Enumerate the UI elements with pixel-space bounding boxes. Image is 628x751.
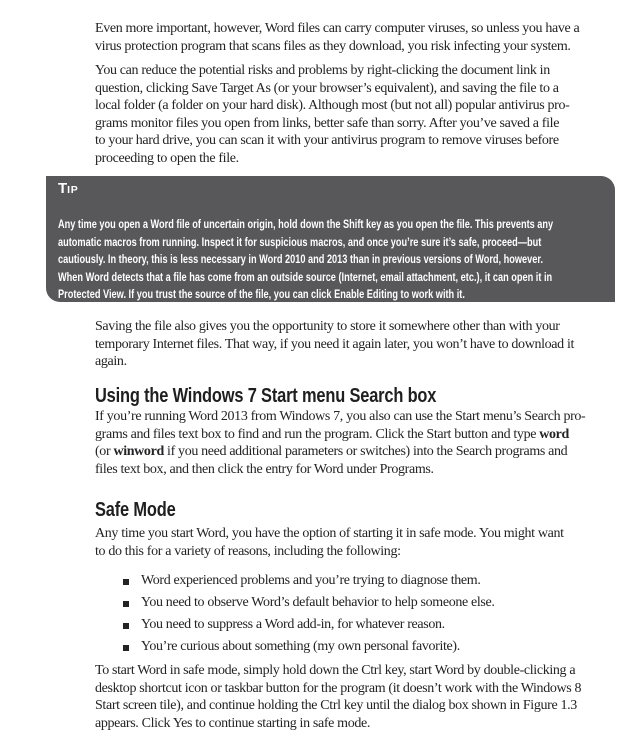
text-line: You can reduce the potential risks and problems by right-clicking the document link in	[95, 63, 550, 78]
text-line: Start screen tile), and continue holding the Ctrl key until the dialog box shown in Figure 1.3	[95, 698, 577, 713]
text-line: cautiously. In theory, this is less necessary in Word 2010 and 2013 than in previous versions of Word, however.	[58, 254, 544, 266]
text-line: temporary Internet files. That way, if you need it again later, you won’t have to download it	[95, 336, 575, 352]
text-line: Saving the file also gives you the opportunity to store it somewhere other than with your	[95, 319, 560, 334]
list-item	[123, 572, 495, 594]
paragraph-safe-mode-intro	[95, 525, 564, 560]
tip-label-initial: T	[58, 180, 68, 197]
list-item	[123, 594, 495, 616]
text-line: local folder (a folder on your hard disk). Although most (but not all) popular antivirus pro-	[95, 98, 570, 113]
list-item	[123, 638, 495, 660]
bold-term-word: word	[539, 426, 569, 442]
bold-term-winword: winword	[113, 444, 164, 459]
tip-label-rest: IP	[67, 184, 79, 196]
bullet-square-icon	[123, 579, 129, 585]
paragraph-windows7-search	[95, 408, 585, 478]
text-line: Even more important, however, Word files can carry computer viruses, so unless you have a	[95, 21, 580, 36]
text-line: automatic macros from running. Inspect it for suspicious macros, and once you’re sure it’s safe, proceed—but	[58, 236, 542, 249]
text-segment: if you need additional parameters or switches) into the Search programs and	[163, 444, 568, 459]
tip-body	[58, 217, 628, 305]
text-line	[95, 443, 585, 461]
text-line: proceeding to open the file.	[95, 150, 239, 166]
paragraph-saving-file	[95, 318, 574, 371]
text-line: again.	[95, 354, 127, 369]
paragraph-start-safe-mode	[95, 662, 581, 732]
text-line	[95, 426, 585, 444]
list-item-text: You need to observe Word’s default behavior to help someone else.	[141, 595, 495, 610]
text-line: desktop shortcut icon or taskbar button for the program (it doesn’t work with the Windows 8	[95, 680, 582, 696]
list-item	[123, 616, 495, 638]
bullet-square-icon	[123, 645, 129, 651]
paragraph-intro-1	[95, 20, 579, 55]
text-line: to your hard drive, you can scan it with your antivirus program to remove viruses before	[95, 133, 559, 148]
text-line: grams monitor files you open from links, better safe than sorry. After you’ve saved a file	[95, 115, 560, 131]
bullet-square-icon	[123, 623, 129, 629]
text-line: appears. Click Yes to continue starting in safe mode.	[95, 715, 371, 731]
text-line: question, clicking Save Target As (or your browser’s equivalent), and saving the file to a	[95, 80, 559, 96]
bullet-list	[123, 572, 495, 660]
text-line: virus protection program that scans files as they download, you risk infecting your system.	[95, 38, 571, 54]
section-heading-safe-mode: Safe Mode	[95, 499, 176, 521]
text-line: files text box, and then click the entry for Word under Programs.	[95, 461, 434, 477]
list-item-text: Word experienced problems and you’re trying to diagnose them.	[141, 573, 481, 588]
paragraph-intro-2	[95, 62, 569, 167]
text-line: When Word detects that a file has come from an outside source (Internet, email attachment, etc.), it can open it in	[58, 271, 553, 284]
text-segment: grams and files text box to find and run the program. Click the Start button and type	[95, 426, 540, 442]
list-item-text: You’re curious about something (my own personal favorite).	[141, 639, 460, 654]
tip-label	[58, 180, 78, 198]
text-line: to do this for a variety of reasons, including the following:	[95, 543, 401, 559]
text-line: To start Word in safe mode, simply hold down the Ctrl key, start Word by double-clicking a	[95, 663, 576, 678]
text-line: Any time you open a Word file of uncertain origin, hold down the Shift key as you open the file. This prevents any	[58, 219, 554, 231]
section-heading-windows7-search-box: Using the Windows 7 Start menu Search box	[95, 385, 437, 407]
text-line: Protected View. If you trust the source of the file, you can click Enable Editing to work with it.	[58, 289, 465, 301]
text-segment: (or	[95, 444, 114, 459]
tip-box	[46, 176, 615, 302]
bullet-square-icon	[123, 601, 129, 607]
text-line: Any time you start Word, you have the option of starting it in safe mode. You might want	[95, 526, 564, 541]
text-line: If you’re running Word 2013 from Windows 7, you also can use the Start menu’s Search pro-	[95, 409, 586, 424]
list-item-text: You need to suppress a Word add-in, for whatever reason.	[141, 617, 445, 632]
